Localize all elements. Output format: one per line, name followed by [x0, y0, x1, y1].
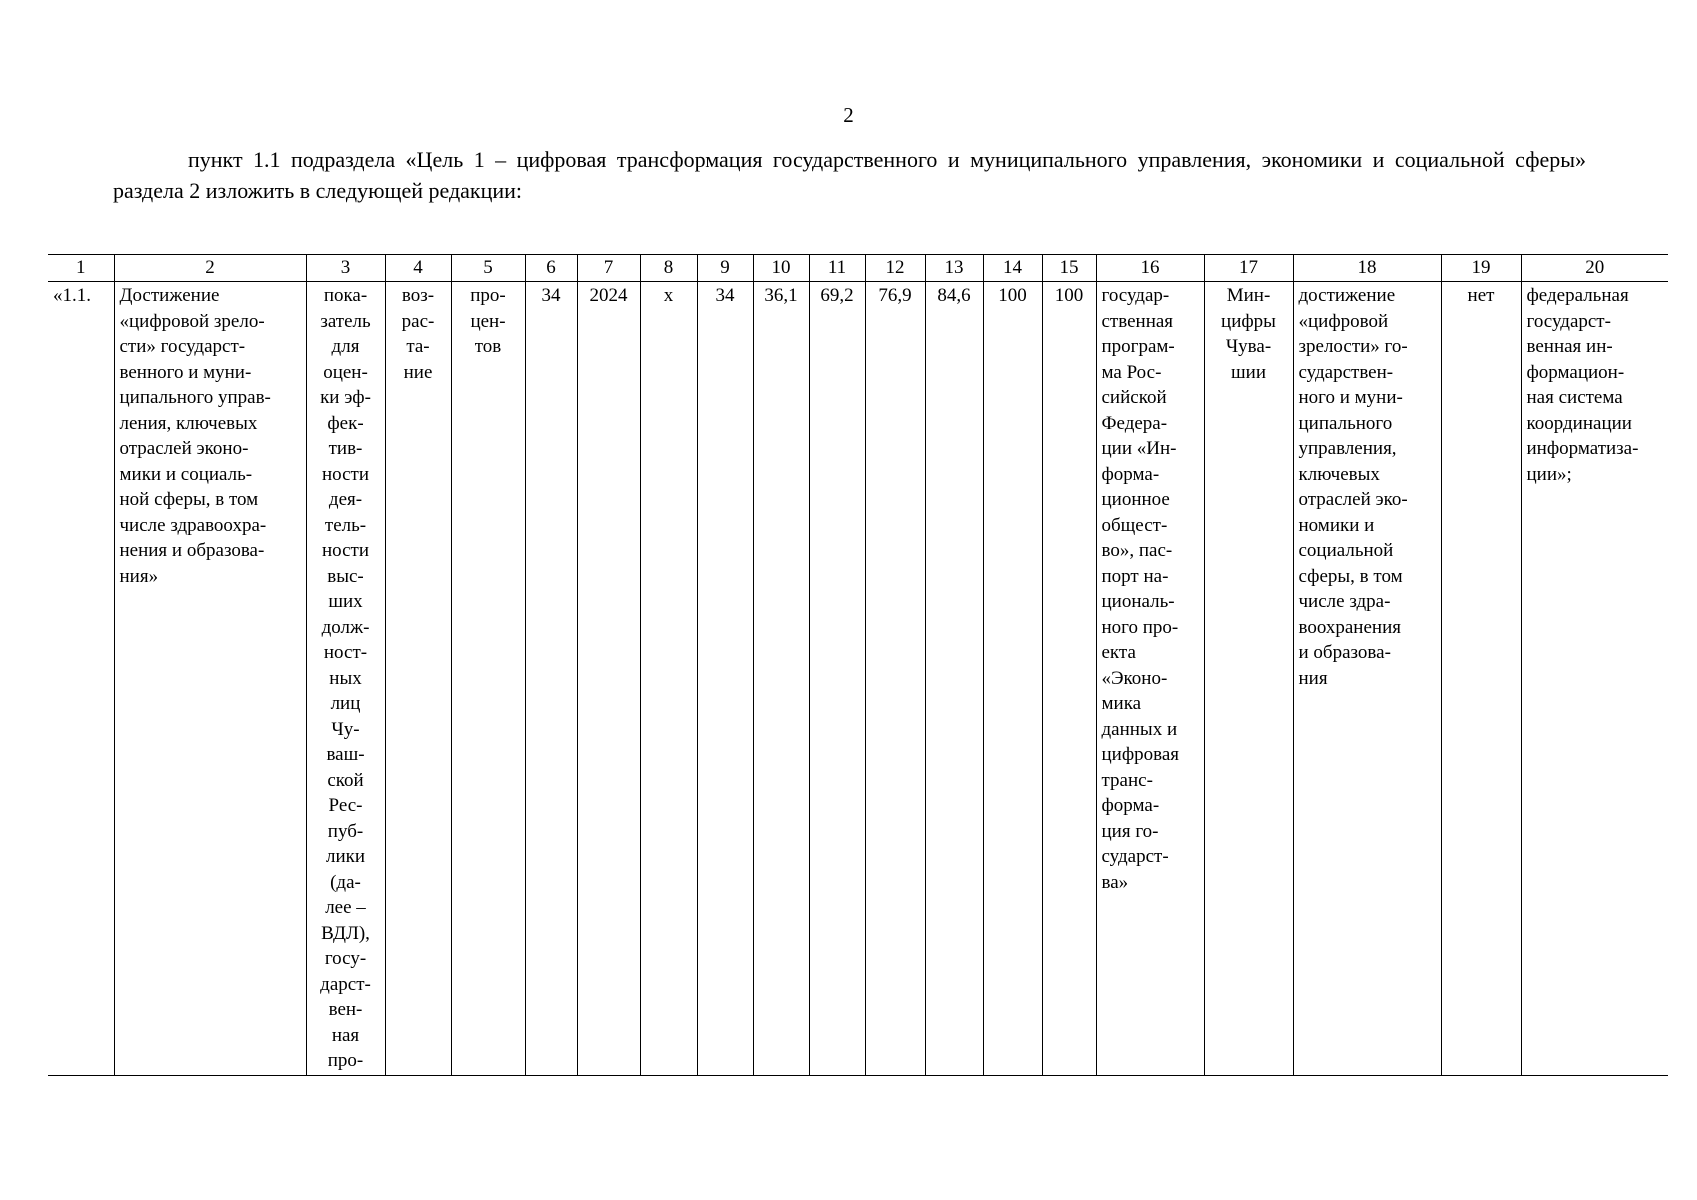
- cell-col14: 100: [983, 282, 1042, 1076]
- cell-item-number: «1.1.: [48, 282, 114, 1076]
- cell-col11: 69,2: [809, 282, 865, 1076]
- col-header: 4: [385, 255, 451, 282]
- table-row: [48, 282, 1668, 1076]
- col-header: 8: [640, 255, 697, 282]
- col-header: 5: [451, 255, 525, 282]
- cell-col13: 84,6: [925, 282, 983, 1076]
- col-header: 3: [306, 255, 385, 282]
- col-header: 7: [577, 255, 640, 282]
- col-header: 14: [983, 255, 1042, 282]
- cell-col10: 36,1: [753, 282, 809, 1076]
- col-header: 12: [865, 255, 925, 282]
- col-header: 9: [697, 255, 753, 282]
- cell-program-document: государ- ственная програм- ма Рос- сийской Федера- ции «Ин- форма- ционное общест- во», пас- порт на- циональ- ного про- екта «Эконо- мика данных и цифровая транс- форма- ция го- сударст- ва»: [1096, 282, 1204, 1076]
- cell-indicator-type: пока- затель для оцен- ки эф- фек- тив- ности дея- тель- ности выс- ших долж- ност- ных лиц Чу- ваш- ской Рес- пуб- лики (да- лее – ВДЛ), госу- дарст- вен- ная про-: [306, 282, 385, 1076]
- cell-responsible: Мин- цифры Чува- шии: [1204, 282, 1293, 1076]
- cell-col19: нет: [1441, 282, 1521, 1076]
- cell-col9: 34: [697, 282, 753, 1076]
- col-header: 2: [114, 255, 306, 282]
- col-header: 18: [1293, 255, 1441, 282]
- col-header: 6: [525, 255, 577, 282]
- col-header: 13: [925, 255, 983, 282]
- table-header-row: [48, 255, 1668, 282]
- cell-col15: 100: [1042, 282, 1096, 1076]
- cell-goal-name: Достижение «цифровой зрело- сти» государст- венного и муни- ципального управ- ления, ключевых отраслей эконо- мики и социаль- ной сферы, в том числе здравоохра- нения и образова- ния»: [114, 282, 306, 1076]
- col-header: 20: [1521, 255, 1668, 282]
- col-header: 16: [1096, 255, 1204, 282]
- col-header: 17: [1204, 255, 1293, 282]
- cell-col8: х: [640, 282, 697, 1076]
- cell-information-system: федеральная государст- венная ин- формацион- ная система координации информатиза- ции»;: [1521, 282, 1668, 1076]
- cell-linked-goal: достижение «цифровой зрелости» го- сударствен- ного и муни- ципального управления, ключевых отраслей эко- номики и социальной сферы, в том числе здра- воохранения и образова- ния: [1293, 282, 1441, 1076]
- cell-base-year: 2024: [577, 282, 640, 1076]
- intro-paragraph: пункт 1.1 подраздела «Цель 1 – цифровая трансформация государственного и муниципального управления, экономики и социальной сферы» раздела 2 изложить в следующей редакции:: [113, 147, 1586, 203]
- col-header: 11: [809, 255, 865, 282]
- col-header: 1: [48, 255, 114, 282]
- cell-base-value: 34: [525, 282, 577, 1076]
- indicator-table: [48, 254, 1668, 1076]
- col-header: 15: [1042, 255, 1096, 282]
- cell-trend: воз- рас- та- ние: [385, 282, 451, 1076]
- page-number: 2: [843, 103, 854, 127]
- cell-unit: про- цен- тов: [451, 282, 525, 1076]
- col-header: 10: [753, 255, 809, 282]
- cell-col12: 76,9: [865, 282, 925, 1076]
- col-header: 19: [1441, 255, 1521, 282]
